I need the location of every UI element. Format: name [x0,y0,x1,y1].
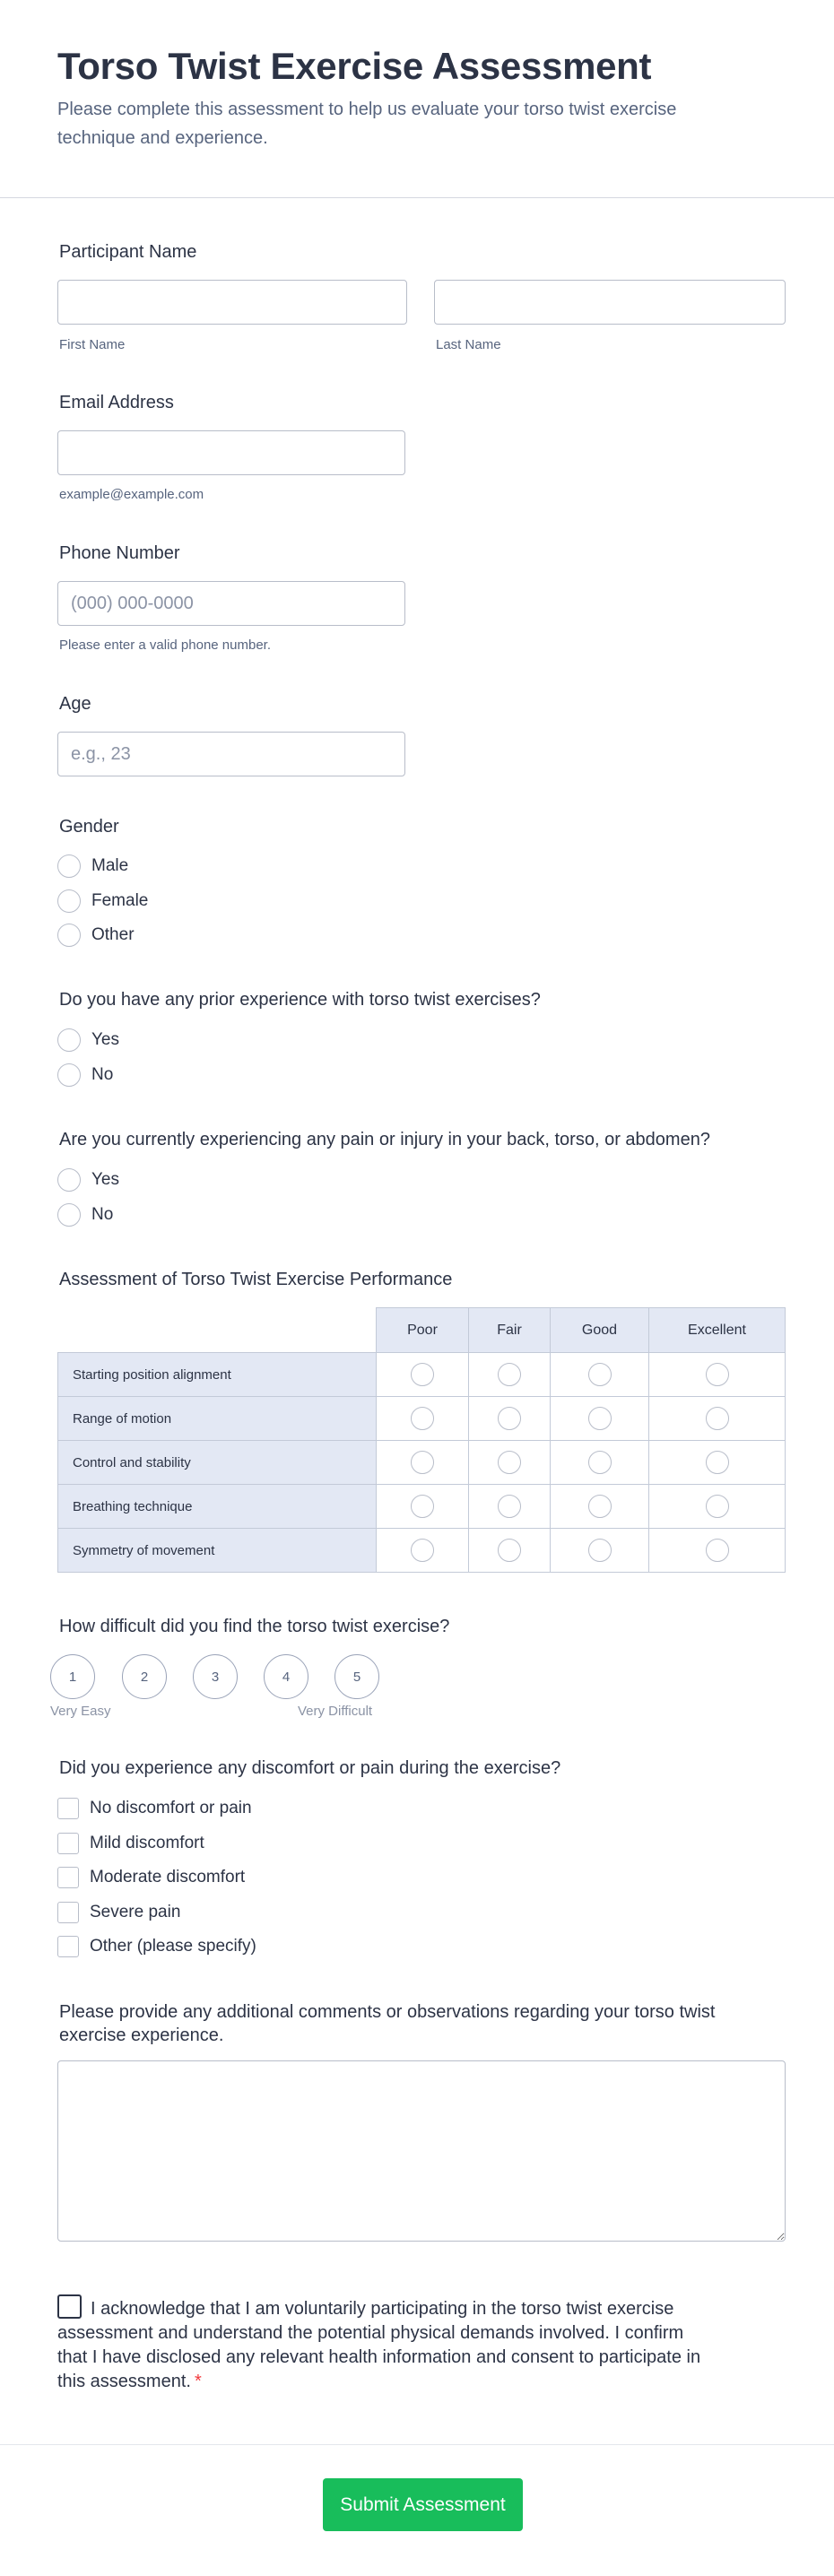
email-input[interactable] [57,430,405,475]
scale-option-1[interactable]: 1 [50,1654,95,1699]
radio-button[interactable] [57,1063,81,1087]
matrix-column-header: Poor [377,1308,469,1353]
option-label: Yes [91,1170,119,1189]
matrix-row-label: Breathing technique [58,1485,377,1529]
matrix-radio[interactable] [498,1363,521,1386]
matrix-label: Assessment of Torso Twist Exercise Performance [59,1270,453,1289]
radio-button[interactable] [57,1203,81,1227]
age-label: Age [59,694,91,714]
matrix-radio[interactable] [411,1451,434,1474]
pain-label: Are you currently experiencing any pain or injury in your back, torso, or abdomen? [59,1130,710,1149]
option-label: No discomfort or pain [90,1799,252,1817]
participant-name-label: Participant Name [59,242,197,262]
matrix-radio[interactable] [588,1451,612,1474]
discomfort-option-other[interactable] [57,1934,256,1959]
checkbox[interactable] [57,1867,79,1888]
radio-button[interactable] [57,1168,81,1192]
matrix-radio[interactable] [498,1539,521,1562]
email-label: Email Address [59,393,174,412]
scale-option-2[interactable]: 2 [122,1654,167,1699]
matrix-row [58,1529,786,1573]
option-label: Severe pain [90,1903,181,1921]
difficulty-label: How difficult did you find the torso twist exercise? [59,1617,450,1636]
email-sublabel: example@example.com [59,487,204,502]
option-label: Other (please specify) [90,1937,256,1956]
matrix-radio[interactable] [411,1495,434,1518]
matrix-row-label: Starting position alignment [58,1353,377,1397]
phone-sublabel: Please enter a valid phone number. [59,637,271,653]
experience-option-no[interactable] [57,1062,113,1088]
experience-label: Do you have any prior experience with torso twist exercises? [59,990,541,1010]
checkbox[interactable] [57,1936,79,1957]
first-name-sublabel: First Name [59,337,126,352]
discomfort-option-severe[interactable] [57,1900,180,1925]
radio-button[interactable] [57,1028,81,1052]
option-label: Female [91,891,149,910]
matrix-radio[interactable] [411,1407,434,1430]
gender-option-female[interactable] [57,889,148,914]
phone-label: Phone Number [59,543,180,563]
performance-matrix [57,1307,786,1573]
scale-max-caption: Very Difficult [298,1704,373,1719]
option-label: No [91,1065,114,1084]
form-subtitle: Please complete this assessment to help us evaluate your torso twist exercise technique and experience. [57,100,677,148]
matrix-row-label: Control and stability [58,1441,377,1485]
checkbox[interactable] [57,1902,79,1923]
discomfort-option-none[interactable] [57,1796,252,1821]
phone-input[interactable] [57,581,405,626]
consent-block [57,2294,703,2394]
matrix-radio[interactable] [411,1363,434,1386]
option-label: Moderate discomfort [90,1868,246,1886]
checkbox[interactable] [57,1833,79,1854]
matrix-corner [58,1308,377,1353]
scale-option-4[interactable]: 4 [264,1654,308,1699]
checkbox[interactable] [57,1798,79,1819]
discomfort-label: Did you experience any discomfort or pain during the exercise? [59,1758,561,1778]
matrix-radio[interactable] [706,1363,729,1386]
scale-option-5[interactable]: 5 [334,1654,379,1699]
matrix-row [58,1485,786,1529]
radio-button[interactable] [57,889,81,913]
matrix-column-header: Excellent [649,1308,786,1353]
option-label: Yes [91,1030,119,1049]
experience-option-yes[interactable] [57,1028,119,1053]
matrix-radio[interactable] [498,1495,521,1518]
matrix-column-header: Fair [469,1308,551,1353]
option-label: Mild discomfort [90,1834,204,1852]
matrix-radio[interactable] [411,1539,434,1562]
matrix-radio[interactable] [588,1407,612,1430]
scale-min-caption: Very Easy [50,1704,111,1719]
pain-option-no[interactable] [57,1202,113,1227]
comments-textarea[interactable] [57,2060,786,2242]
pain-option-yes[interactable] [57,1167,119,1193]
discomfort-option-mild[interactable] [57,1831,204,1856]
option-label: No [91,1205,114,1224]
last-name-sublabel: Last Name [436,337,501,352]
matrix-radio[interactable] [706,1495,729,1518]
discomfort-option-moderate[interactable] [57,1865,245,1890]
matrix-radio[interactable] [498,1451,521,1474]
consent-checkbox[interactable] [57,2294,82,2319]
option-label: Male [91,856,129,875]
matrix-row [58,1353,786,1397]
gender-option-male[interactable] [57,854,128,879]
matrix-column-header: Good [551,1308,649,1353]
matrix-radio[interactable] [588,1539,612,1562]
age-input[interactable] [57,732,405,776]
last-name-input[interactable] [434,280,786,325]
submit-button[interactable]: Submit Assessment [323,2478,523,2531]
option-label: Other [91,925,135,944]
radio-button[interactable] [57,854,81,878]
matrix-row [58,1441,786,1485]
radio-button[interactable] [57,924,81,947]
comments-label: Please provide any additional comments or observations regarding your torso twist exercise experience. [59,2002,716,2045]
form-header [0,0,834,198]
matrix-radio[interactable] [498,1407,521,1430]
gender-option-other[interactable] [57,923,135,948]
matrix-radio[interactable] [588,1363,612,1386]
first-name-input[interactable] [57,280,407,325]
matrix-radio[interactable] [706,1451,729,1474]
required-mark: * [194,2372,202,2391]
matrix-radio[interactable] [588,1495,612,1518]
consent-text: I acknowledge that I am voluntarily participating in the torso twist exercise assessment and understand the potential physical demands involved. I confirm that I have disclosed any relevant health information and consent to participate in this assessment. [57,2299,701,2391]
matrix-radio[interactable] [706,1539,729,1562]
matrix-row [58,1397,786,1441]
gender-label: Gender [59,817,119,837]
matrix-row-label: Symmetry of movement [58,1529,377,1573]
form-title: Torso Twist Exercise Assessment [57,45,652,87]
matrix-row-label: Range of motion [58,1397,377,1441]
matrix-radio[interactable] [706,1407,729,1430]
scale-option-3[interactable]: 3 [193,1654,238,1699]
